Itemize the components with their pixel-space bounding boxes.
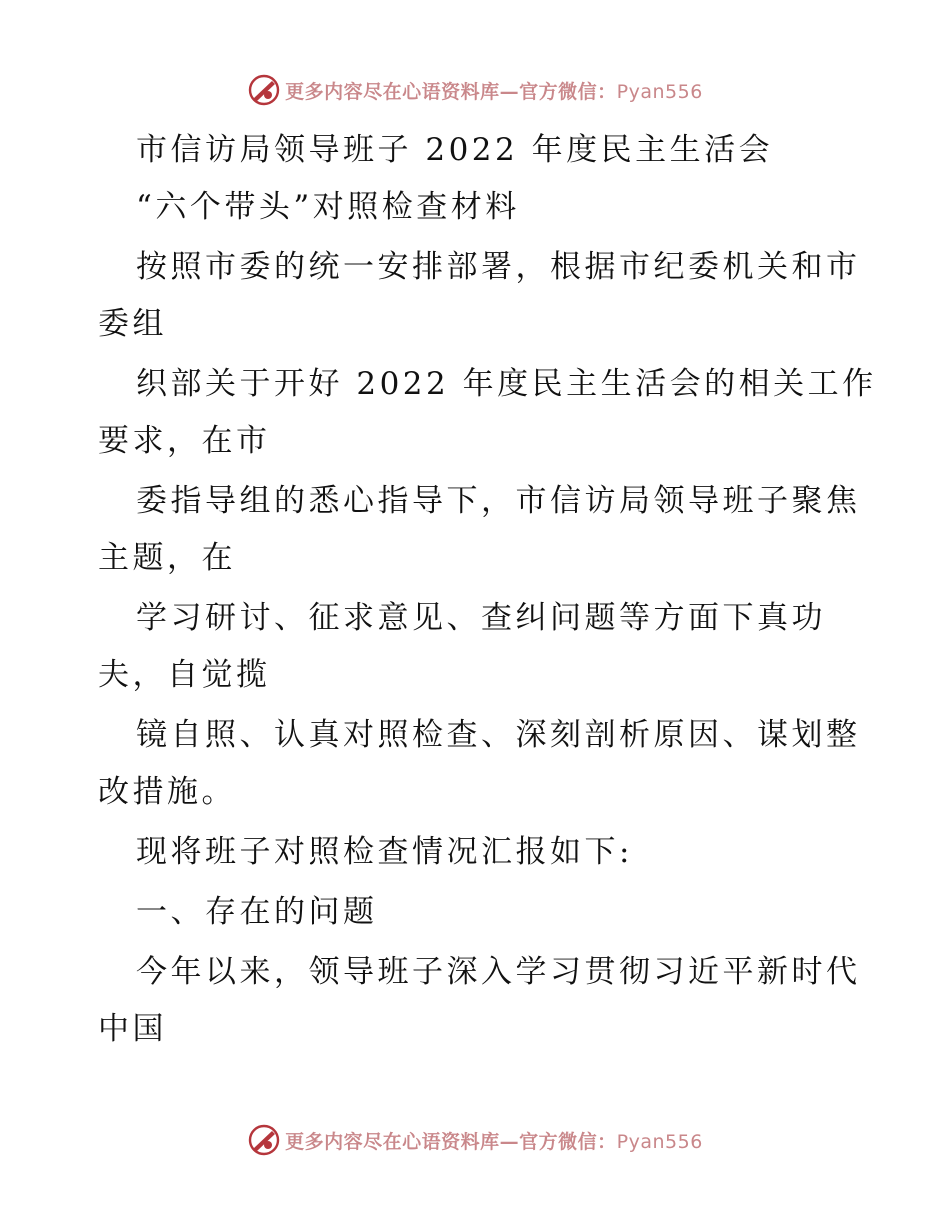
brand-logo-icon (247, 1123, 281, 1157)
paragraph-line: 织部关于开好 2022 年度民主生活会的相关工作 (136, 366, 877, 402)
paragraph-line: 镜自照、认真对照检查、深刻剖析原因、谋划整 (136, 717, 861, 753)
paragraph-line: 主题，在 (98, 540, 236, 576)
paragraph-line: 要求，在市 (98, 423, 271, 459)
paragraph-line: 委组 (98, 306, 167, 342)
document-title-line-2: “六个带头”对照检查材料 (136, 189, 520, 225)
paragraph-line: 夫，自觉揽 (98, 657, 271, 693)
watermark-text: 更多内容尽在心语资料库—官方微信：Pyan556 (285, 80, 703, 103)
watermark-text: 更多内容尽在心语资料库—官方微信：Pyan556 (285, 1130, 703, 1153)
paragraph-line: 今年以来，领导班子深入学习贯彻习近平新时代 (136, 954, 861, 990)
document-title-line-1: 市信访局领导班子 2022 年度民主生活会 (136, 132, 774, 168)
document-body (98, 122, 877, 1058)
paragraph-line: 委指导组的悉心指导下，市信访局领导班子聚焦 (136, 483, 861, 519)
section-heading: 一、存在的问题 (136, 894, 378, 930)
paragraph-line: 中国 (98, 1011, 167, 1047)
watermark-footer (0, 1120, 950, 1160)
watermark-header (0, 70, 950, 110)
paragraph-line: 学习研讨、征求意见、查纠问题等方面下真功 (136, 600, 826, 636)
paragraph-line: 现将班子对照检查情况汇报如下: (136, 834, 633, 870)
paragraph-line: 按照市委的统一安排部署，根据市纪委机关和市 (136, 249, 861, 285)
brand-logo-icon (247, 73, 281, 107)
paragraph-line: 改措施。 (98, 774, 236, 810)
